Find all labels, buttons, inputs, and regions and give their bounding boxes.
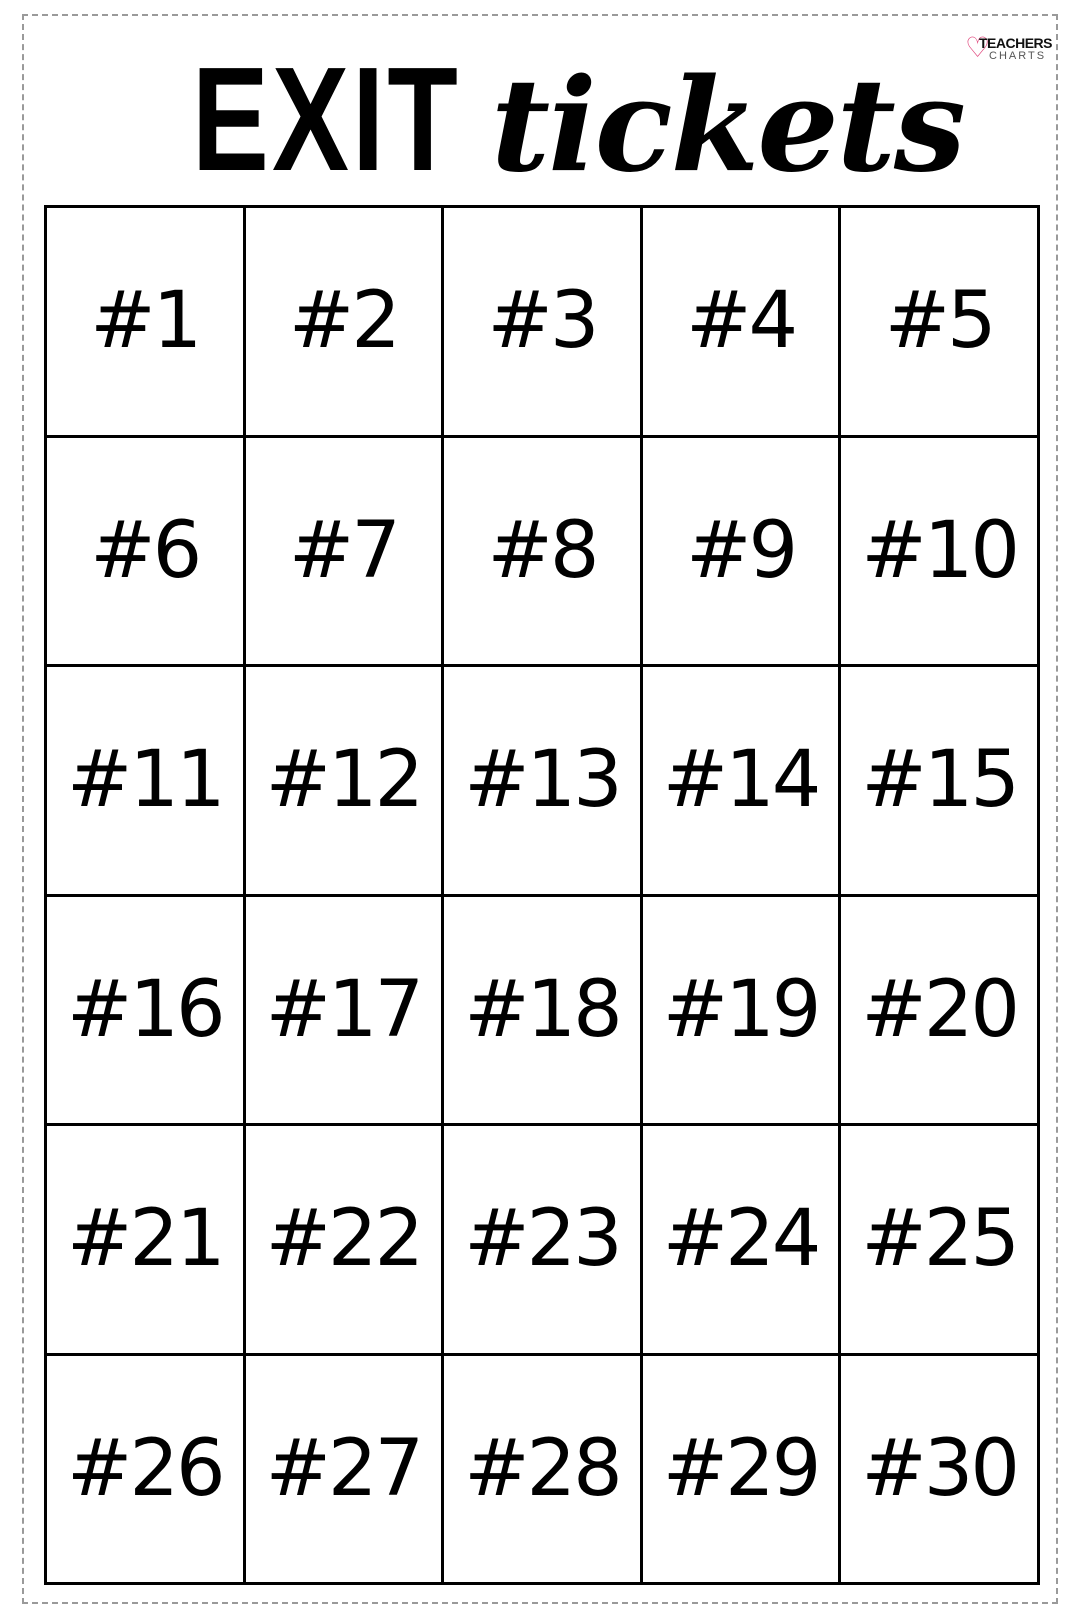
ticket-cell: #5 — [841, 208, 1040, 438]
ticket-cell: #9 — [643, 438, 842, 668]
ticket-cell: #12 — [246, 667, 445, 897]
ticket-cell: #6 — [47, 438, 246, 668]
ticket-cell: #25 — [841, 1126, 1040, 1356]
ticket-cell: #10 — [841, 438, 1040, 668]
ticket-cell: #7 — [246, 438, 445, 668]
ticket-cell: #1 — [47, 208, 246, 438]
ticket-cell: #14 — [643, 667, 842, 897]
ticket-cell: #4 — [643, 208, 842, 438]
ticket-cell: #13 — [444, 667, 643, 897]
logo-text-charts: CHARTS — [989, 50, 1047, 62]
ticket-cell: #20 — [841, 897, 1040, 1127]
ticket-cell: #19 — [643, 897, 842, 1127]
page-title — [0, 37, 1080, 202]
ticket-cell: #3 — [444, 208, 643, 438]
ticket-cell: #2 — [246, 208, 445, 438]
ticket-cell: #23 — [444, 1126, 643, 1356]
logo-text-teachers: TEACHERS — [979, 35, 1053, 51]
ticket-cell: #30 — [841, 1356, 1040, 1586]
ticket-cell: #26 — [47, 1356, 246, 1586]
heart-icon: ♡ — [965, 31, 991, 64]
ticket-grid — [44, 205, 1040, 1585]
ticket-cell: #22 — [246, 1126, 445, 1356]
ticket-cell: #21 — [47, 1126, 246, 1356]
ticket-cell: #8 — [444, 438, 643, 668]
ticket-cell: #15 — [841, 667, 1040, 897]
ticket-cell: #29 — [643, 1356, 842, 1586]
ticket-cell: #17 — [246, 897, 445, 1127]
ticket-cell: #18 — [444, 897, 643, 1127]
ticket-cell: #11 — [47, 667, 246, 897]
ticket-cell: #27 — [246, 1356, 445, 1586]
title-word-tickets: tickets — [490, 51, 964, 201]
ticket-cell: #16 — [47, 897, 246, 1127]
title-word-exit: EXIT — [191, 37, 461, 202]
ticket-cell: #28 — [444, 1356, 643, 1586]
ticket-cell: #24 — [643, 1126, 842, 1356]
